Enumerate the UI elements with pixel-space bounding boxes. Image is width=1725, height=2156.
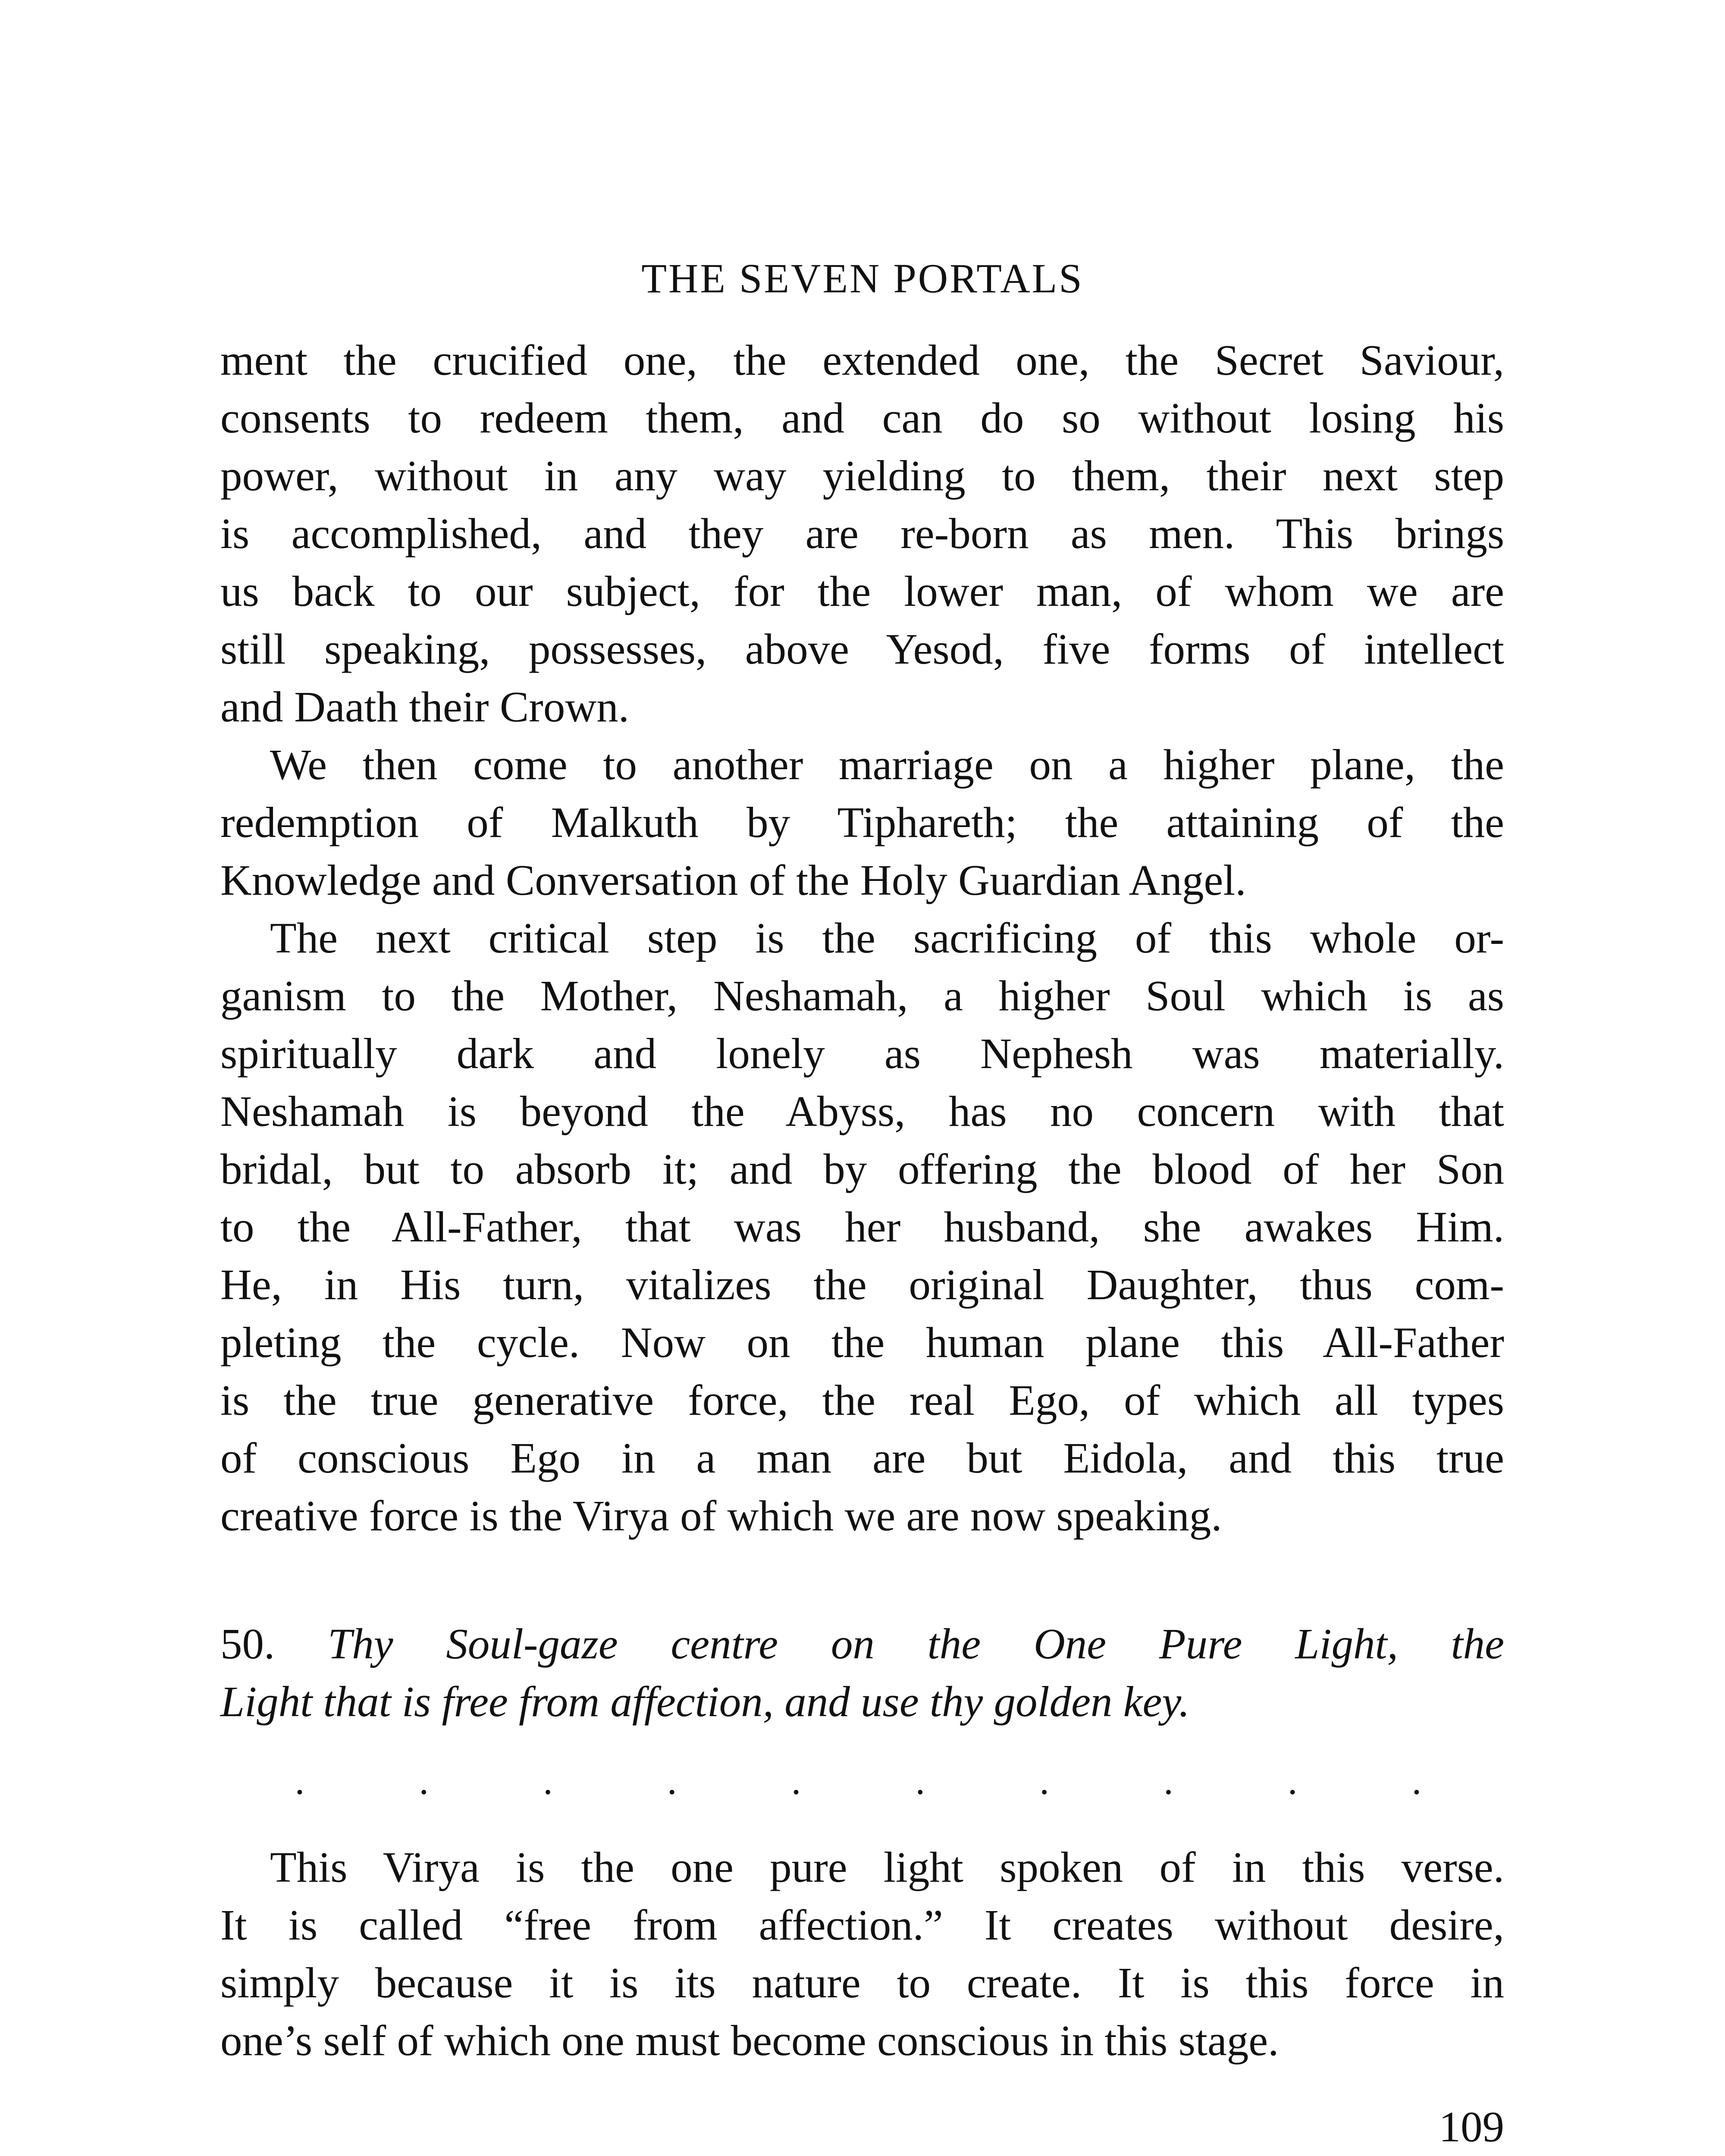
text-line: still speaking, possesses, above Yesod, five forms of intellect [220,625,1504,673]
text-line: It is called “free from affection.” It creates without desire, [220,1901,1504,1949]
text-line: is the true generative force, the real Ego, of which all types [220,1376,1504,1424]
text-line: The next critical step is the sacrificing of this whole or- [270,914,1504,962]
text-line: pleting the cycle. Now on the human plane this All-Father [220,1318,1504,1366]
text-line: and Daath their Crown. [220,683,630,731]
text-line: Neshamah is beyond the Abyss, has no concern with that [220,1087,1504,1135]
text-line: one’s self of which one must become conscious in this stage. [220,2016,1279,2065]
text-line: ganism to the Mother, Neshamah, a higher Soul which is as [220,971,1504,1020]
text-line: consents to redeem them, and can do so without losing his [220,394,1504,442]
separator-dot: · [1410,1771,1423,1814]
verse-50 [220,1615,1504,1730]
separator-dots [293,1764,1423,1821]
verse-line: Light that is free from affection, and use thy golden key. [220,1677,1190,1726]
text-line: spiritually dark and lonely as Nephesh was materially. [220,1029,1504,1078]
text-line: to the All-Father, that was her husband, she awakes Him. [220,1203,1504,1251]
text-line: bridal, but to absorb it; and by offering the blood of her Son [220,1145,1504,1193]
text-line: ment the crucified one, the extended one, the Secret Saviour, [220,336,1504,384]
separator-dot: · [293,1771,306,1814]
separator-dot: · [1286,1771,1299,1814]
page-number: 109 [1439,2103,1504,2151]
separator-dot: · [1038,1771,1051,1814]
text-line: We then come to another marriage on a higher plane, the [270,740,1504,789]
verse-text: Thy Soul-gaze centre on the One Pure Light, the [328,1620,1504,1668]
text-line: creative force is the Virya of which we are now speaking. [220,1492,1222,1540]
text-line: us back to our subject, for the lower man, of whom we are [220,567,1504,615]
separator-dot: · [417,1771,430,1814]
text-line: simply because it is its nature to create. It is this force in [220,1959,1504,2007]
verse-number: 50. [220,1620,275,1668]
text-line: is accomplished, and they are re-born as men. This brings [220,509,1504,558]
separator-dot: · [665,1771,679,1814]
text-line: He, in His turn, vitalizes the original Daughter, thus com- [220,1260,1504,1309]
verse-line [220,1615,1504,1673]
text-line: This Virya is the one pure light spoken of in this verse. [270,1843,1504,1891]
separator-dot: · [913,1771,927,1814]
separator-dot: · [790,1771,803,1814]
text-line: power, without in any way yielding to them, their next step [220,451,1504,500]
separator-dot: · [1162,1771,1175,1814]
text-line: Knowledge and Conversation of the Holy Guardian Angel. [220,856,1246,904]
final-paragraph [220,1838,1504,2069]
running-title: THE SEVEN PORTALS [641,255,1084,301]
text-line: of conscious Ego in a man are but Eidola, and this true [220,1434,1504,1482]
separator-dot: · [541,1771,555,1814]
text-line: redemption of Malkuth by Tiphareth; the attaining of the [220,798,1504,846]
body-text [220,331,1504,1545]
